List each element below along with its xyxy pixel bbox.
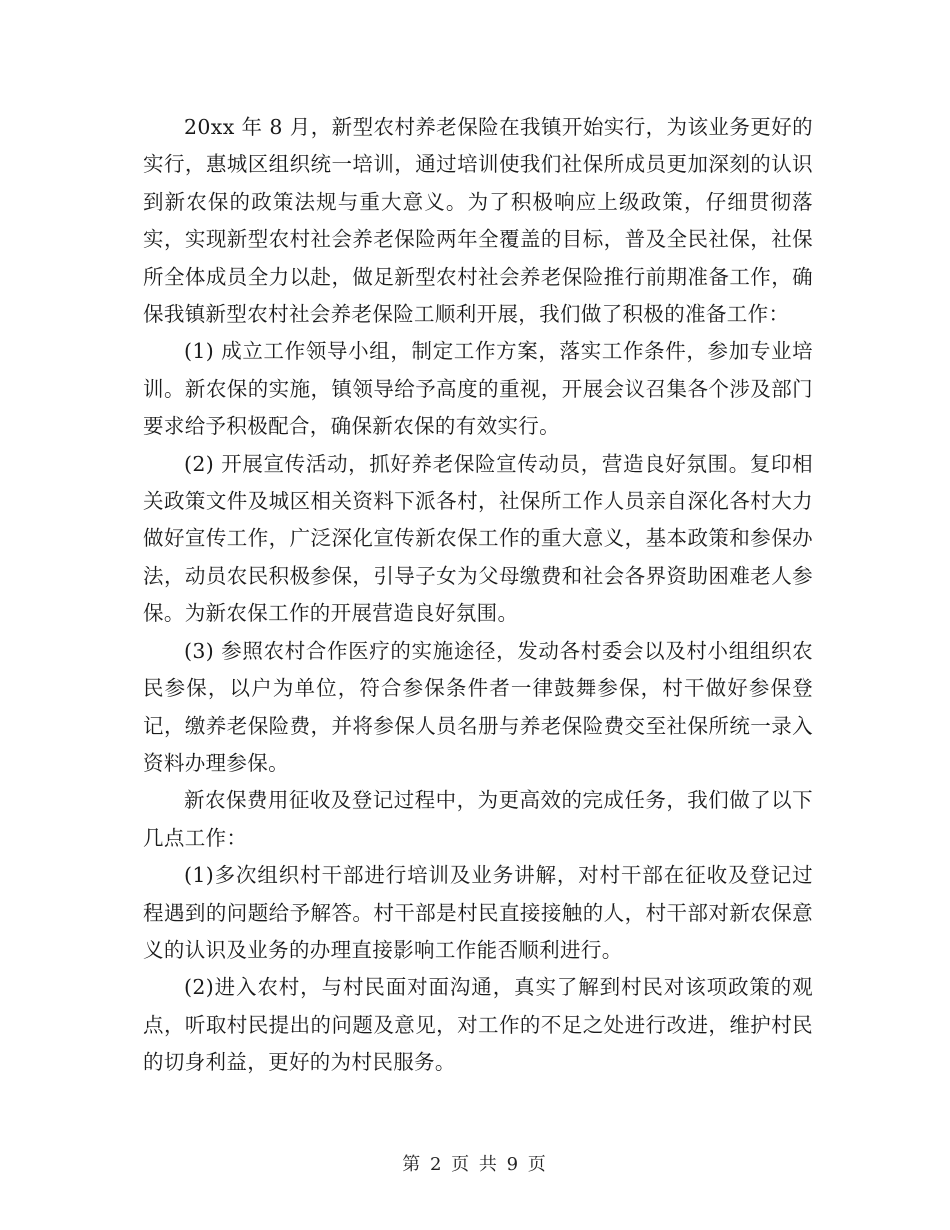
paragraph-collection-intro: 新农保费用征收及登记过程中，为更高效的完成任务，我们做了以下几点工作： [143,788,813,850]
document-body [143,109,813,1082]
paragraph-item-3: (3) 参照农村合作医疗的实施途径，发动各村委会以及村小组组织农民参保，以户为单位，符合参保条件者一律鼓舞参保，村干做好参保登记，缴养老保险费，并将参保人员名册与养老保险费交至社保所统一录入资料办理参保。 [143,638,813,775]
paragraph-intro: 20xx 年 8 月，新型农村养老保险在我镇开始实行，为该业务更好的实行，惠城区组织统一培训，通过培训使我们社保所成员更加深刻的认识到新农保的政策法规与重大意义。为了积极响应上级政策，仔细贯彻落实，实现新型农村社会养老保险两年全覆盖的目标，普及全民社保，社保所全体成员全力以赴，做足新型农村社会养老保险推行前期准备工作，确保我镇新型农村社会养老保险工顺利开展，我们做了积极的准备工作： [143,115,813,327]
paragraph-item-1: (1) 成立工作领导小组，制定工作方案，落实工作条件，参加专业培训。新农保的实施，镇领导给予高度的重视，开展会议召集各个涉及部门要求给予积极配合，确保新农保的有效实行。 [143,339,813,439]
page-number-footer: 第 2 页 共 9 页 [402,1154,548,1175]
paragraph-collection-item-2: (2)进入农村，与村民面对面沟通，真实了解到村民对该项政策的观点，听取村民提出的问题及意见，对工作的不足之处进行改进，维护村民的切身利益，更好的为村民服务。 [143,975,813,1075]
paragraph-collection-item-1: (1)多次组织村干部进行培训及业务讲解，对村干部在征收及登记过程遇到的问题给予解答。村干部是村民直接接触的人，村干部对新农保意义的认识及业务的办理直接影响工作能否顺利进行。 [143,863,813,962]
paragraph-item-2: (2) 开展宣传活动，抓好养老保险宣传动员，营造良好氛围。复印相关政策文件及城区相关资料下派各村，社保所工作人员亲自深化各村大力做好宣传工作，广泛深化宣传新农保工作的重大意义，基本政策和参保办法，动员农民积极参保，引导子女为父母缴费和社会各界资助困难老人参保。为新农保工作的开展营造良好氛围。 [143,451,813,626]
